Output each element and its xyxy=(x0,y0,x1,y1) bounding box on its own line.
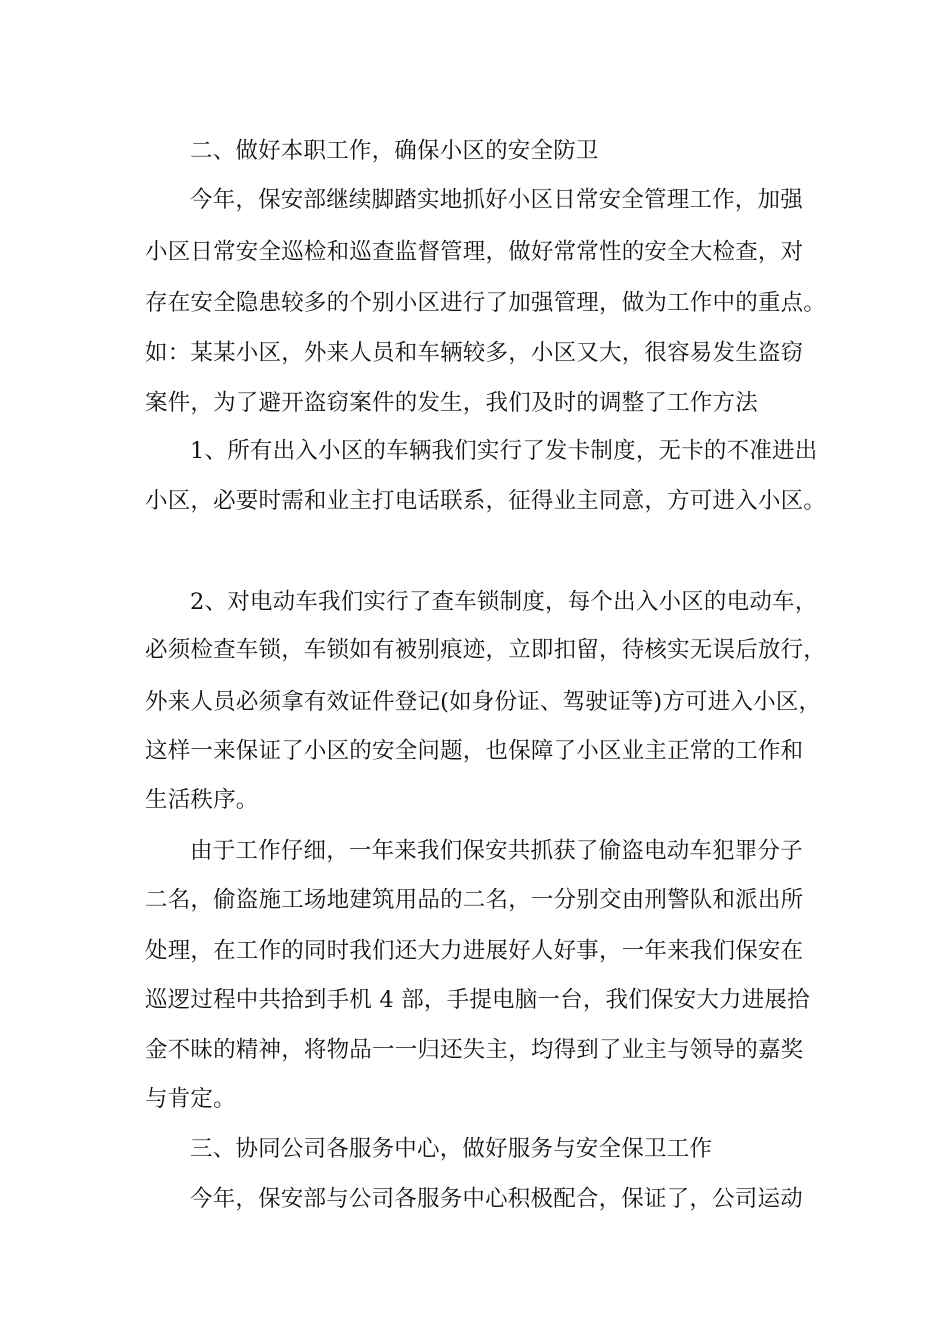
paragraph-line: 小区日常安全巡检和巡查监督管理，做好常常性的安全大检查，对 xyxy=(145,239,804,265)
paragraph-line: 巡逻过程中共拾到手机 4 部，手提电脑一台，我们保安大力进展拾 xyxy=(145,987,810,1013)
section-heading-2: 二、做好本职工作，确保小区的安全防卫 xyxy=(190,138,599,164)
paragraph-line: 处理，在工作的同时我们还大力进展好人好事，一年来我们保安在 xyxy=(145,938,804,964)
paragraph-line: 存在安全隐患较多的个别小区进行了加强管理，做为工作中的重点。 xyxy=(145,290,827,316)
list-item-line: 这样一来保证了小区的安全问题，也保障了小区业主正常的工作和 xyxy=(145,738,804,764)
list-item-line: 2、对电动车我们实行了查车锁制度，每个出入小区的电动车， xyxy=(190,589,818,615)
paragraph-line: 金不昧的精神，将物品一一归还失主，均得到了业主与领导的嘉奖 xyxy=(145,1037,804,1063)
list-item-line: 1、所有出入小区的车辆我们实行了发卡制度，无卡的不准进出 xyxy=(190,438,818,464)
paragraph-line: 二名，偷盗施工场地建筑用品的二名，一分别交由刑警队和派出所 xyxy=(145,887,804,913)
paragraph-line: 案件，为了避开盗窃案件的发生，我们及时的调整了工作方法 xyxy=(145,390,758,416)
paragraph-line: 今年，保安部与公司各服务中心积极配合，保证了，公司运动 xyxy=(190,1186,803,1212)
list-item-line: 生活秩序。 xyxy=(145,787,259,813)
paragraph-line: 与肯定。 xyxy=(145,1086,236,1112)
section-heading-3: 三、协同公司各服务中心，做好服务与安全保卫工作 xyxy=(190,1136,713,1162)
paragraph-line: 今年，保安部继续脚踏实地抓好小区日常安全管理工作，加强 xyxy=(190,187,803,213)
paragraph-line: 由于工作仔细，一年来我们保安共抓获了偷盗电动车犯罪分子 xyxy=(190,838,803,864)
list-item-line: 小区，必要时需和业主打电话联系，征得业主同意，方可进入小区。 xyxy=(145,488,827,514)
list-item-line: 必须检查车锁，车锁如有被别痕迹，立即扣留，待核实无误后放行， xyxy=(145,637,827,663)
list-item-line: 外来人员必须拿有效证件登记(如身份证、驾驶证等)方可进入小区， xyxy=(145,689,822,715)
paragraph-line: 如：某某小区，外来人员和车辆较多，小区又大，很容易发生盗窃 xyxy=(145,340,804,366)
